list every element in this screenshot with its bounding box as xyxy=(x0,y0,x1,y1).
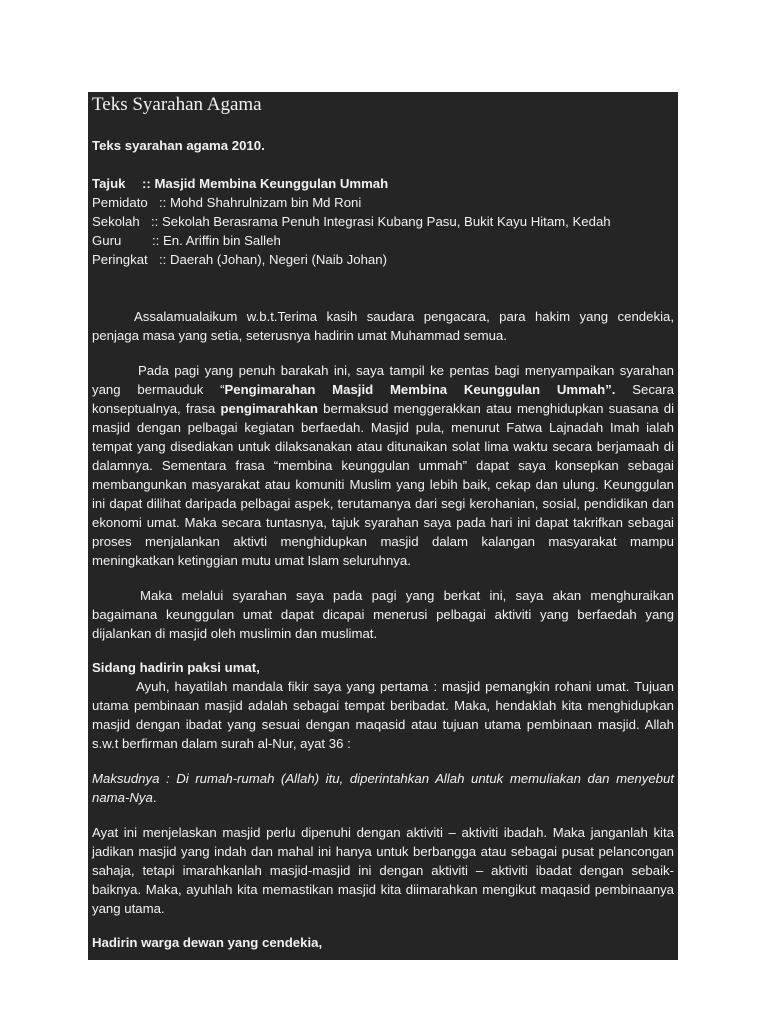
detail-pemidato xyxy=(92,193,678,212)
detail-label: Tajuk xyxy=(92,176,126,191)
text-segment: Pada pagi yang penuh barakah ini, saya tampil ke pentas bagi menyampaikan syarahan yang bermauduk “ xyxy=(92,363,674,397)
paragraph-outline: Maka melalui syarahan saya pada pagi yang berkat ini, saya akan menghuraikan bagaimana keunggulan umat dapat dicapai menerusi pelbagai aktiviti yang berfaedah yang dijalankan di masjid oleh muslimin dan muslimat. xyxy=(92,588,674,641)
detail-value: :: Sekolah Berasrama Penuh Integrasi Kubang Pasu, Bukit Kayu Hitam, Kedah xyxy=(151,214,611,229)
detail-guru xyxy=(92,231,678,250)
bold-term: pengimarahkan xyxy=(220,401,318,416)
verse-text: Maksudnya : Di rumah-rumah (Allah) itu, diperintahkan Allah untuk memuliakan dan menyebut nama-Nya xyxy=(92,771,674,805)
detail-sekolah xyxy=(92,212,678,231)
document-subtitle: Teks syarahan agama 2010. xyxy=(92,138,265,153)
heading-sidang-hadirin: Sidang hadirin paksi umat, xyxy=(92,660,260,675)
paragraph-introduction xyxy=(92,361,678,570)
detail-value: :: Daerah (Johan), Negeri (Naib Johan) xyxy=(159,252,387,267)
heading-hadirin-warga: Hadirin warga dewan yang cendekia, xyxy=(92,935,323,950)
speech-details xyxy=(92,174,678,269)
document-title: Teks Syarahan Agama xyxy=(92,94,262,115)
document-page xyxy=(88,92,678,960)
detail-label: Peringkat xyxy=(92,252,148,267)
detail-tajuk xyxy=(92,174,678,193)
text-segment: bermaksud menggerakkan atau menghidupkan suasana di masjid dengan pelbagai kegiatan berfaedah. Masjid pula, menurut Fatwa Lajnadah Imah ialah tempat yang disediakan untuk dilaksanakan atau ditunaikan solat lima waktu secara berjamaah di dalamnya. Sementara frasa “membina keunggulan ummah” dapat saya konsepkan sebagai membangunkan masyarakat atau komuniti Muslim yang lebih baik, cekap dan ulung. Keunggulan ini dapat dilihat daripada pelbagai aspek, terutamanya dari segi kerohanian, sosial, pendidikan dan ekonomi umat. Maka secara tuntasnya, tajuk syarahan saya pada hari ini dapat takrifkan sebagai proses menjalankan aktivti menghidupkan masjid dalam kalangan masyarakat mampu meningkatkan ketinggian mutu umat Islam seluruhnya. xyxy=(92,401,675,568)
detail-label: Guru xyxy=(92,233,122,248)
verse-end: . xyxy=(152,790,157,805)
paragraph-first-point: Ayuh, hayatilah mandala fikir saya yang pertama : masjid pemangkin rohani umat. Tujuan utama pembinaan masjid adalah sebagai tempat beribadat. Maka, hendaklah kita menghidupkan masjid dengan ibadat yang sesuai dengan maqasid atau tujuan utama pembinaan masjid. Allah s.w.t berfirman dalam surah al-Nur, ayat 36 : xyxy=(92,679,674,751)
detail-value: :: Mohd Shahrulnizam bin Md Roni xyxy=(159,195,362,210)
paragraph-explanation: Ayat ini menjelaskan masjid perlu dipenuhi dengan aktiviti – aktiviti ibadah. Maka janganlah kita jadikan masjid yang indah dan mahal ini hanya untuk berbangga atau sebagai pusat pelancongan sahaja, tetapi imarahkanlah masjid-masjid ini dengan aktiviti – aktiviti ibadat dengan sebaik-baiknya. Maka, ayuhlah kita memastikan masjid kita diimarahkan mengikut maqasid pembinaanya yang utama. xyxy=(92,825,674,916)
detail-value: :: Masjid Membina Keunggulan Ummah xyxy=(142,176,389,191)
paragraph-verse-meaning xyxy=(92,769,678,807)
detail-label: Sekolah xyxy=(92,214,140,229)
bold-topic: Pengimarahan Masjid Membina Keunggulan Ummah”. xyxy=(224,382,616,397)
paragraph-greeting: Assalamualaikum w.b.t.Terima kasih saudara pengacara, para hakim yang cendekia, penjaga masa yang setia, seterusnya hadirin umat Muhammad semua. xyxy=(92,309,674,343)
text-segment: Secara konseptualnya, frasa xyxy=(92,382,674,416)
detail-label: Pemidato xyxy=(92,195,148,210)
detail-peringkat xyxy=(92,250,678,269)
detail-value: :: En. Ariffin bin Salleh xyxy=(152,233,281,248)
